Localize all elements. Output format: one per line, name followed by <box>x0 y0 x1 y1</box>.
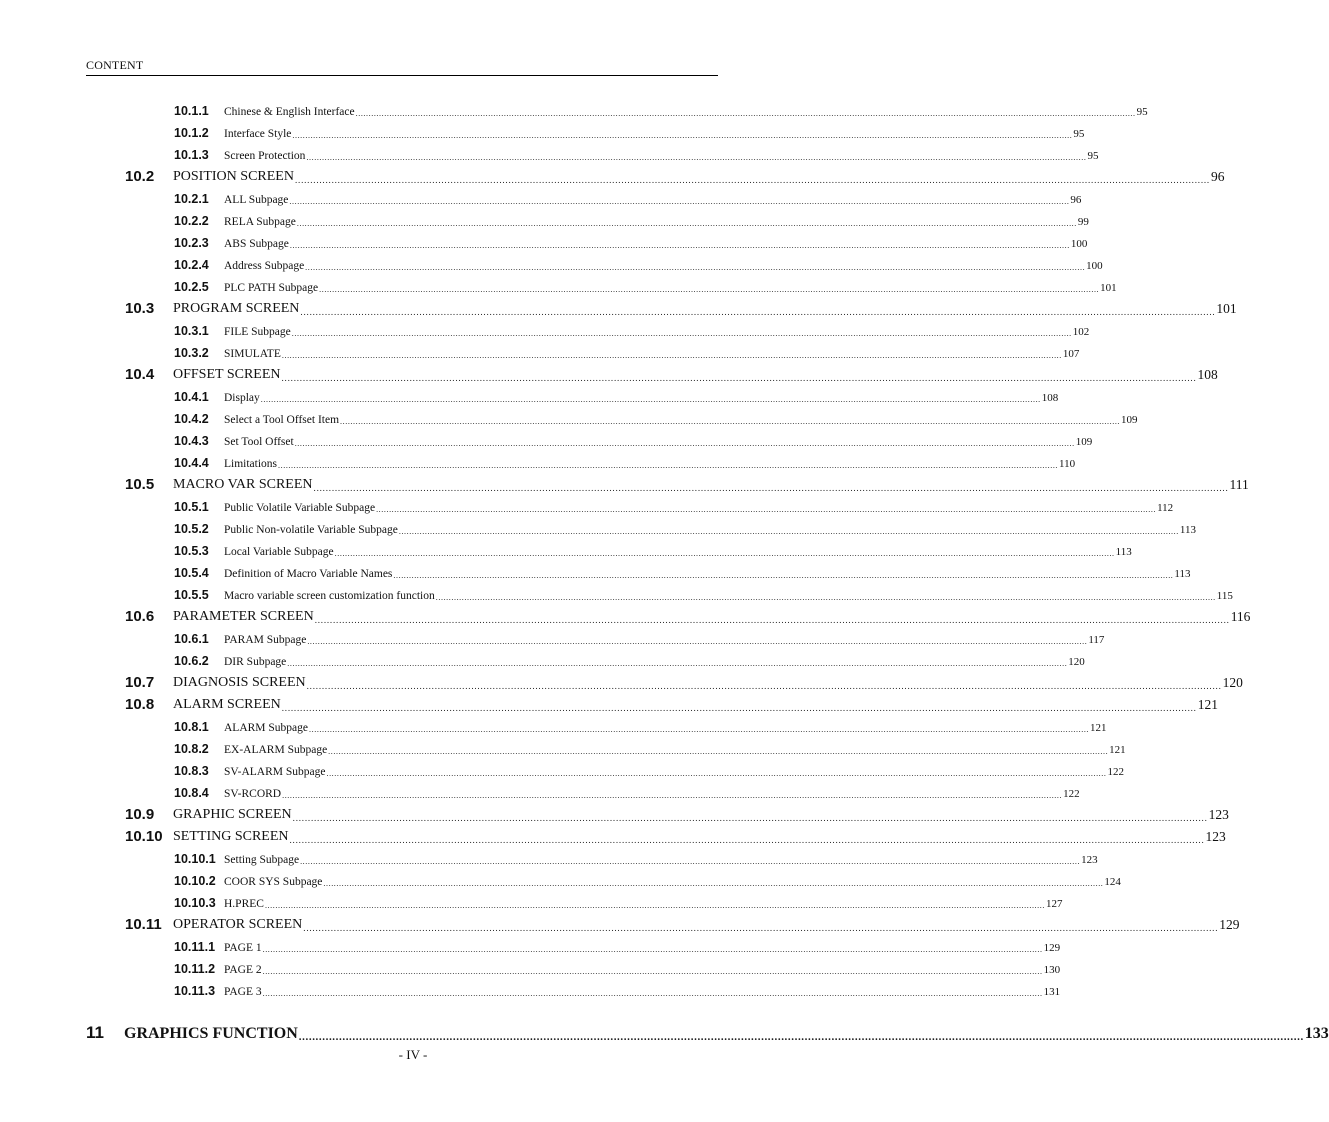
dot-leader: ............................................................................................................................................................................................................................................................................................................ <box>289 835 1205 845</box>
toc-entry-line <box>224 128 1085 140</box>
toc-entry-title: GRAPHICS FUNCTION <box>124 1025 298 1042</box>
toc-entry[interactable] <box>0 693 1218 715</box>
dot-leader: ............................................................................................................................................................................................................................................................................................................ <box>294 439 1075 448</box>
toc-entry-line <box>224 348 1080 360</box>
dot-leader: ............................................................................................................................................................................................................................................................................................................ <box>326 769 1107 778</box>
dot-leader: ............................................................................................................................................................................................................................................................................................................ <box>313 483 1229 493</box>
toc-entry[interactable] <box>0 231 1088 253</box>
dot-leader: ............................................................................................................................................................................................................................................................................................................ <box>314 615 1230 625</box>
toc-entry-line <box>224 986 1061 998</box>
dot-leader: ............................................................................................................................................................................................................................................................................................................ <box>323 879 1104 888</box>
toc-entry-title: PARAMETER SCREEN <box>173 609 314 624</box>
toc-entry-page: 96 <box>1070 194 1082 206</box>
toc-entry-page: 115 <box>1216 590 1233 602</box>
dot-leader: ............................................................................................................................................................................................................................................................................................................ <box>307 637 1088 646</box>
toc-entry[interactable] <box>0 209 1089 231</box>
toc-entry-number: 10.6.1 <box>174 632 209 646</box>
toc-entry-title: Definition of Macro Variable Names <box>224 568 393 580</box>
toc-entry-title: POSITION SCREEN <box>173 169 294 184</box>
toc-entry-number: 10.4 <box>125 366 155 383</box>
toc-entry-line <box>173 367 1218 383</box>
toc-entry[interactable] <box>0 605 1251 627</box>
toc-entry-page: 133 <box>1304 1025 1329 1042</box>
toc-entry-number: 10.10 <box>125 828 163 845</box>
toc-entry[interactable] <box>0 319 1090 341</box>
toc-entry-number: 10.6 <box>125 608 155 625</box>
toc-entry-title: Set Tool Offset <box>224 436 294 448</box>
toc-entry-title: ALARM SCREEN <box>173 697 281 712</box>
toc-entry-page: 127 <box>1045 898 1063 910</box>
toc-entry-number: 10.2.2 <box>174 214 209 228</box>
toc-entry-line <box>224 788 1080 800</box>
toc-entry-page: 109 <box>1075 436 1093 448</box>
toc-entry-line <box>224 238 1088 250</box>
toc-entry-page: 131 <box>1043 986 1061 998</box>
toc-entry-page: 122 <box>1063 788 1080 800</box>
toc-entry[interactable] <box>0 99 1148 121</box>
dot-leader: ............................................................................................................................................................................................................................................................................................................ <box>355 109 1136 118</box>
toc-entry[interactable] <box>0 297 1237 319</box>
toc-entry-line <box>224 744 1126 756</box>
toc-entry-title: PLC PATH Subpage <box>224 282 319 294</box>
toc-entry-number: 10.9 <box>125 806 155 823</box>
toc-entry-number: 10.11.2 <box>174 962 216 976</box>
toc-entry-page: 123 <box>1205 829 1226 844</box>
dot-leader: ............................................................................................................................................................................................................................................................................................................ <box>282 791 1063 800</box>
toc-entry[interactable] <box>0 363 1218 385</box>
toc-entry-number: 10.7 <box>125 674 155 691</box>
dot-leader: ............................................................................................................................................................................................................................................................................................................ <box>292 131 1073 140</box>
toc-entry-title: OFFSET SCREEN <box>173 367 281 382</box>
toc-entry-page: 121 <box>1197 697 1218 712</box>
toc-entry-number: 10.1.3 <box>174 148 209 162</box>
toc-entry-title: OPERATOR SCREEN <box>173 917 303 932</box>
toc-entry[interactable] <box>0 253 1103 275</box>
toc-entry[interactable] <box>0 715 1107 737</box>
toc-entry-title: SETTING SCREEN <box>173 829 289 844</box>
dot-leader: ............................................................................................................................................................................................................................................................................................................ <box>306 681 1222 691</box>
toc-entry-page: 96 <box>1210 169 1225 184</box>
toc-entry-line <box>224 722 1107 734</box>
toc-entry-line <box>173 829 1226 845</box>
toc-entry-page: 123 <box>1208 807 1229 822</box>
toc-entry-page: 101 <box>1216 301 1237 316</box>
toc-entry-title: PARAM Subpage <box>224 634 307 646</box>
toc-entry-number: 10.5 <box>125 476 155 493</box>
dot-leader: ............................................................................................................................................................................................................................................................................................................ <box>376 505 1157 514</box>
toc-entry-title: FILE Subpage <box>224 326 291 338</box>
toc-entry-number: 10.8 <box>125 696 155 713</box>
toc-entry-title: DIR Subpage <box>224 656 287 668</box>
toc-entry-title: ABS Subpage <box>224 238 289 250</box>
toc-entry-title: COOR SYS Subpage <box>224 876 323 888</box>
toc-entry-line <box>224 766 1124 778</box>
toc-entry[interactable] <box>0 759 1124 781</box>
toc-entry-title: GRAPHIC SCREEN <box>173 807 292 822</box>
toc-entry-line <box>224 502 1174 514</box>
toc-entry-title: Public Non-volatile Variable Subpage <box>224 524 398 536</box>
toc-entry-title: SV-ALARM Subpage <box>224 766 326 778</box>
dot-leader: ............................................................................................................................................................................................................................................................................................................ <box>287 659 1068 668</box>
toc-entry-line <box>224 876 1121 888</box>
toc-entry-page: 120 <box>1222 675 1243 690</box>
toc-entry-number: 10.2.1 <box>174 192 209 206</box>
toc-entry[interactable] <box>0 385 1059 407</box>
toc-entry[interactable] <box>0 165 1225 187</box>
toc-entry-title: Macro variable screen customization function <box>224 590 435 602</box>
toc-entry-title: Limitations <box>224 458 278 470</box>
toc-entry-line <box>224 194 1082 206</box>
toc-entry-page: 117 <box>1088 634 1105 646</box>
dot-leader: ............................................................................................................................................................................................................................................................................................................ <box>296 219 1077 228</box>
toc-entry-line <box>224 568 1191 580</box>
toc-entry-line <box>224 898 1063 910</box>
toc-entry-number: 10.11.3 <box>174 984 216 998</box>
toc-entry[interactable] <box>0 935 1061 957</box>
header-rule <box>86 75 718 76</box>
toc-entry-title: DIAGNOSIS SCREEN <box>173 675 306 690</box>
dot-leader: ............................................................................................................................................................................................................................................................................................................ <box>294 175 1210 185</box>
toc-entry-number: 10.2 <box>125 168 155 185</box>
dot-leader: ............................................................................................................................................................................................................................................................................................................ <box>306 153 1087 162</box>
toc-entry[interactable] <box>0 803 1229 825</box>
toc-entry[interactable] <box>0 671 1243 693</box>
toc-entry-title: PAGE 3 <box>224 986 262 998</box>
toc-entry-line <box>224 524 1196 536</box>
toc-entry-number: 10.4.3 <box>174 434 209 448</box>
toc-entry-line <box>173 675 1243 691</box>
toc-entry[interactable] <box>0 869 1121 891</box>
dot-leader: ............................................................................................................................................................................................................................................................................................................ <box>281 351 1062 360</box>
toc-entry-title: PAGE 1 <box>224 942 262 954</box>
toc-entry-line <box>173 301 1237 317</box>
toc-entry-number: 10.2.5 <box>174 280 209 294</box>
toc-entry[interactable] <box>0 649 1085 671</box>
toc-entry-page: 95 <box>1087 150 1099 162</box>
toc-entry[interactable] <box>0 583 1233 605</box>
toc-entry-line <box>224 326 1090 338</box>
toc-entry-line <box>173 169 1225 185</box>
toc-entry-number: 10.5.5 <box>174 588 209 602</box>
toc-entry-page: 112 <box>1157 502 1174 514</box>
toc-entry-page: 129 <box>1219 917 1240 932</box>
toc-entry-title: Chinese & English Interface <box>224 106 355 118</box>
toc-entry-number: 10.10.3 <box>174 896 216 910</box>
toc-entry-number: 10.2.3 <box>174 236 209 250</box>
dot-leader: ............................................................................................................................................................................................................................................................................................................ <box>262 945 1043 954</box>
toc-entry-number: 10.3.2 <box>174 346 209 360</box>
toc-entry-line <box>224 436 1093 448</box>
toc-entry-page: 100 <box>1086 260 1103 272</box>
toc-entry-number: 10.2.4 <box>174 258 209 272</box>
toc-entry-page: 99 <box>1077 216 1089 228</box>
toc-entry-line <box>224 216 1089 228</box>
toc-entry-number: 10.11.1 <box>174 940 216 954</box>
dot-leader: ............................................................................................................................................................................................................................................................................................................ <box>319 285 1100 294</box>
toc-entry-line <box>224 458 1076 470</box>
dot-leader: ............................................................................................................................................................................................................................................................................................................ <box>309 725 1090 734</box>
toc-entry[interactable] <box>0 825 1226 847</box>
toc-entry-title: Setting Subpage <box>224 854 300 866</box>
toc-entry[interactable] <box>0 539 1132 561</box>
toc-entry-title: ALL Subpage <box>224 194 289 206</box>
toc-entry-title: Screen Protection <box>224 150 306 162</box>
toc-entry-page: 110 <box>1059 458 1076 470</box>
toc-entry-title: ALARM Subpage <box>224 722 309 734</box>
toc-entry[interactable] <box>0 737 1126 759</box>
toc-entry-number: 10.5.4 <box>174 566 209 580</box>
toc-entry-title: MACRO VAR SCREEN <box>173 477 313 492</box>
toc-entry-page: 120 <box>1068 656 1085 668</box>
toc-entry-number: 10.5.3 <box>174 544 209 558</box>
toc-entry-page: 113 <box>1174 568 1191 580</box>
toc-entry[interactable] <box>0 451 1076 473</box>
toc-entry-line <box>224 854 1098 866</box>
toc-entry-number: 10.3 <box>125 300 155 317</box>
toc-entry[interactable] <box>0 187 1082 209</box>
toc-entry-title: SIMULATE <box>224 348 281 360</box>
toc-entry-line <box>173 697 1218 713</box>
toc-entry[interactable] <box>0 495 1174 517</box>
toc-entry-line <box>224 150 1099 162</box>
toc-entry-line <box>173 807 1229 823</box>
toc-entry-line <box>224 260 1103 272</box>
toc-entry-number: 10.6.2 <box>174 654 209 668</box>
toc-entry-page: 100 <box>1070 238 1088 250</box>
toc-entry-line <box>224 634 1105 646</box>
toc-entry-page: 109 <box>1121 414 1138 426</box>
toc-entry[interactable] <box>0 429 1093 451</box>
toc-entry-number: 10.1.2 <box>174 126 209 140</box>
dot-leader: ............................................................................................................................................................................................................................................................................................................ <box>340 417 1121 426</box>
toc-entry-number: 10.11 <box>125 916 162 933</box>
dot-leader: ............................................................................................................................................................................................................................................................................................................ <box>292 813 1208 823</box>
toc-entry-title: PAGE 2 <box>224 964 262 976</box>
toc-entry-page: 113 <box>1179 524 1196 536</box>
toc-entry-page: 121 <box>1109 744 1126 756</box>
toc-entry[interactable] <box>0 143 1099 165</box>
toc-entry-line <box>224 942 1061 954</box>
toc-entry-number: 10.3.1 <box>174 324 209 338</box>
toc-entry-number: 10.1.1 <box>174 104 209 118</box>
toc-entry-page: 116 <box>1230 609 1251 624</box>
toc-entry-page: 124 <box>1104 876 1121 888</box>
toc-entry-line <box>224 414 1138 426</box>
toc-entry[interactable] <box>0 891 1063 913</box>
toc-entry-title: Address Subpage <box>224 260 305 272</box>
toc-entry[interactable] <box>0 957 1061 979</box>
dot-leader: ............................................................................................................................................................................................................................................................................................................ <box>262 967 1043 976</box>
toc-entry[interactable] <box>0 781 1080 803</box>
toc-entry-number: 10.4.4 <box>174 456 209 470</box>
dot-leader: ............................................................................................................................................................................................................................................................................................................ <box>305 263 1086 272</box>
toc-entry-title: PROGRAM SCREEN <box>173 301 300 316</box>
toc-entry-number: 10.8.4 <box>174 786 209 800</box>
toc-entry-line <box>173 609 1251 625</box>
dot-leader: ............................................................................................................................................................................................................................................................................................................ <box>303 923 1219 933</box>
toc-entry-number: 10.10.1 <box>174 852 216 866</box>
toc-entry-line <box>173 477 1249 493</box>
toc-entry-page: 129 <box>1043 942 1061 954</box>
toc-entry-line <box>224 590 1233 602</box>
toc-entry-line <box>224 546 1132 558</box>
dot-leader: ............................................................................................................................................................................................................................................................................................................ <box>281 703 1197 713</box>
toc-entry-page: 107 <box>1062 348 1080 360</box>
toc-entry[interactable] <box>0 407 1138 429</box>
toc-entry-title: SV-RCORD <box>224 788 282 800</box>
toc-entry-title: Public Volatile Variable Subpage <box>224 502 376 514</box>
toc-entry[interactable] <box>0 979 1061 1001</box>
toc-entry[interactable] <box>0 275 1117 297</box>
dot-leader: ............................................................................................................................................................................................................................................................................................................ <box>334 549 1115 558</box>
toc-entry[interactable] <box>0 913 1240 935</box>
toc-entry-page: 113 <box>1115 546 1132 558</box>
toc-entry-line <box>173 917 1240 933</box>
toc-entry-page: 123 <box>1081 854 1098 866</box>
dot-leader: ............................................................................................................................................................................................................................................................................................................ <box>264 901 1045 910</box>
toc-entry-number: 10.8.3 <box>174 764 209 778</box>
toc-entry-title: Interface Style <box>224 128 292 140</box>
toc-entry-line <box>124 1025 1329 1043</box>
toc-entry-title: Local Variable Subpage <box>224 546 334 558</box>
dot-leader: ............................................................................................................................................................................................................................................................................................................ <box>262 989 1043 998</box>
toc-entry[interactable] <box>0 627 1105 649</box>
toc-entry-page: 101 <box>1100 282 1117 294</box>
toc-entry-title: Select a Tool Offset Item <box>224 414 340 426</box>
toc-entry-number: 10.5.2 <box>174 522 209 536</box>
toc-entry-page: 111 <box>1229 477 1249 492</box>
page-number: - IV - <box>398 1047 428 1062</box>
toc-entry[interactable] <box>0 473 1249 495</box>
dot-leader: ............................................................................................................................................................................................................................................................................................................ <box>289 241 1070 250</box>
toc-entry-page: 122 <box>1107 766 1124 778</box>
toc-entry-page: 102 <box>1072 326 1090 338</box>
toc-entry-title: H.PREC <box>224 898 264 910</box>
toc-entry-page: 108 <box>1197 367 1218 382</box>
toc-entry-line <box>224 964 1061 976</box>
toc-entry-line <box>224 106 1148 118</box>
toc-entry-number: 10.5.1 <box>174 500 209 514</box>
toc-entry-page: 108 <box>1041 392 1059 404</box>
toc-entry-number: 11 <box>86 1023 104 1042</box>
dot-leader: ............................................................................................................................................................................................................................................................................................................ <box>278 461 1059 470</box>
dot-leader: ............................................................................................................................................................................................................................................................................................................ <box>398 527 1179 536</box>
toc-entry-title: RELA Subpage <box>224 216 296 228</box>
toc-entry-page: 95 <box>1073 128 1085 140</box>
toc-entry-number: 10.8.1 <box>174 720 209 734</box>
toc-entry[interactable] <box>0 517 1196 539</box>
toc-entry-title: EX-ALARM Subpage <box>224 744 328 756</box>
dot-leader: ............................................................................................................................................................................................................................................................................................................ <box>300 307 1216 317</box>
toc-entry[interactable] <box>0 121 1085 143</box>
dot-leader: ............................................................................................................................................................................................................................................................................................................ <box>298 1031 1304 1043</box>
dot-leader: ............................................................................................................................................................................................................................................................................................................ <box>291 329 1072 338</box>
toc-entry[interactable] <box>0 341 1080 363</box>
toc-entry-number: 10.4.1 <box>174 390 209 404</box>
dot-leader: ............................................................................................................................................................................................................................................................................................................ <box>260 395 1041 404</box>
dot-leader: ............................................................................................................................................................................................................................................................................................................ <box>328 747 1109 756</box>
toc-entry-line <box>224 656 1085 668</box>
toc-entry[interactable] <box>0 1017 1329 1045</box>
toc-entry-number: 10.4.2 <box>174 412 209 426</box>
toc-entry-title: Display <box>224 392 260 404</box>
dot-leader: ............................................................................................................................................................................................................................................................................................................ <box>300 857 1081 866</box>
toc-entry-page: 121 <box>1090 722 1107 734</box>
toc-entry-number: 10.10.2 <box>174 874 216 888</box>
toc-entry-page: 130 <box>1043 964 1061 976</box>
toc-entry-page: 95 <box>1136 106 1148 118</box>
toc-entry[interactable] <box>0 847 1098 869</box>
toc-entry-number: 10.8.2 <box>174 742 209 756</box>
running-header: CONTENT <box>86 58 144 72</box>
toc-entry[interactable] <box>0 561 1191 583</box>
dot-leader: ............................................................................................................................................................................................................................................................................................................ <box>435 593 1216 602</box>
dot-leader: ............................................................................................................................................................................................................................................................................................................ <box>289 197 1070 206</box>
dot-leader: ............................................................................................................................................................................................................................................................................................................ <box>393 571 1174 580</box>
toc-entry-line <box>224 392 1059 404</box>
dot-leader: ............................................................................................................................................................................................................................................................................................................ <box>281 373 1197 383</box>
toc-entry-line <box>224 282 1117 294</box>
